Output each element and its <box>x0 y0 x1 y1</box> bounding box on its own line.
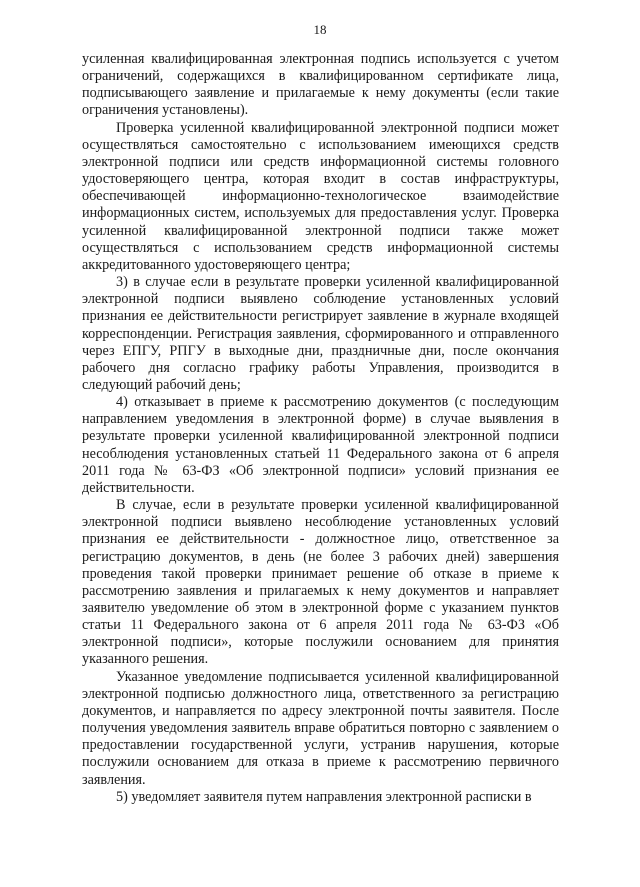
paragraph-4: 4) отказывает в приеме к рассмотрению документов (с последующим направлением уведомления в электронной форме) в случае выявления в результате проверки усиленной квалифицированной электронной подписи несоблюдения установленных статьей 11 Федерального закона от 6 апреля 2011 года № 63-ФЗ «Об электронной подписи» условий признания ее действительности. <box>82 394 559 496</box>
paragraph-6: Указанное уведомление подписывается усиленной квалифицированной электронной подписью должностного лица, ответственного за регистрацию документов, и направляется по адресу электронной почты заявителя. После получения уведомления заявитель вправе обратиться повторно с заявлением о предоставлении государственной услуги, устранив нарушения, которые послужили основанием для отказа в приеме к рассмотрению первичного заявления. <box>82 668 559 788</box>
document-body <box>82 51 559 806</box>
paragraph-5: В случае, если в результате проверки усиленной квалифицированной электронной подписи выявлено несоблюдение установленных условий признания ее действительности - должностное лицо, ответственное за регистрацию документов, в день (не более 3 рабочих дней) завершения проведения такой проверки принимает решение об отказе в приеме к рассмотрению заявления и прилагаемых к нему документов и направляет заявителю уведомление об этом в электронной форме с указанием пунктов статьи 11 Федерального закона от 6 апреля 2011 года № 63-ФЗ «Об электронной подписи», которые послужили основанием для принятия указанного решения. <box>82 497 559 668</box>
paragraph-2: Проверка усиленной квалифицированной электронной подписи может осуществляться самостоятельно с использованием имеющихся средств электронной подписи или средств информационной системы головного удостоверяющего центра, которая входит в состав инфраструктуры, обеспечивающей информационно-технологическое взаимодействие информационных систем, используемых для предоставления услуг. Проверка усиленной квалифицированной электронной подписи также может осуществляться с использованием средств информационной системы аккредитованного удостоверяющего центра; <box>82 119 559 273</box>
paragraph-7: 5) уведомляет заявителя путем направления электронной расписки в <box>116 788 532 805</box>
paragraph-1: усиленная квалифицированная электронная подпись используется с учетом ограничений, содержащихся в квалифицированном сертификате лица, подписывающего заявление и прилагаемые к нему документы (если такие ограничения установлены). <box>82 51 559 119</box>
paragraph-3: 3) в случае если в результате проверки усиленной квалифицированной электронной подписи выявлено соблюдение установленных условий признания ее действительности регистрирует заявление в журнале входящей корреспонденции. Регистрация заявления, сформированного и отправленного через ЕПГУ, РПГУ в выходные дни, праздничные дни, после окончания рабочего дня согласно графику работы Управления, производится в следующий рабочий день; <box>82 274 559 393</box>
page-number: 18 <box>313 22 327 37</box>
